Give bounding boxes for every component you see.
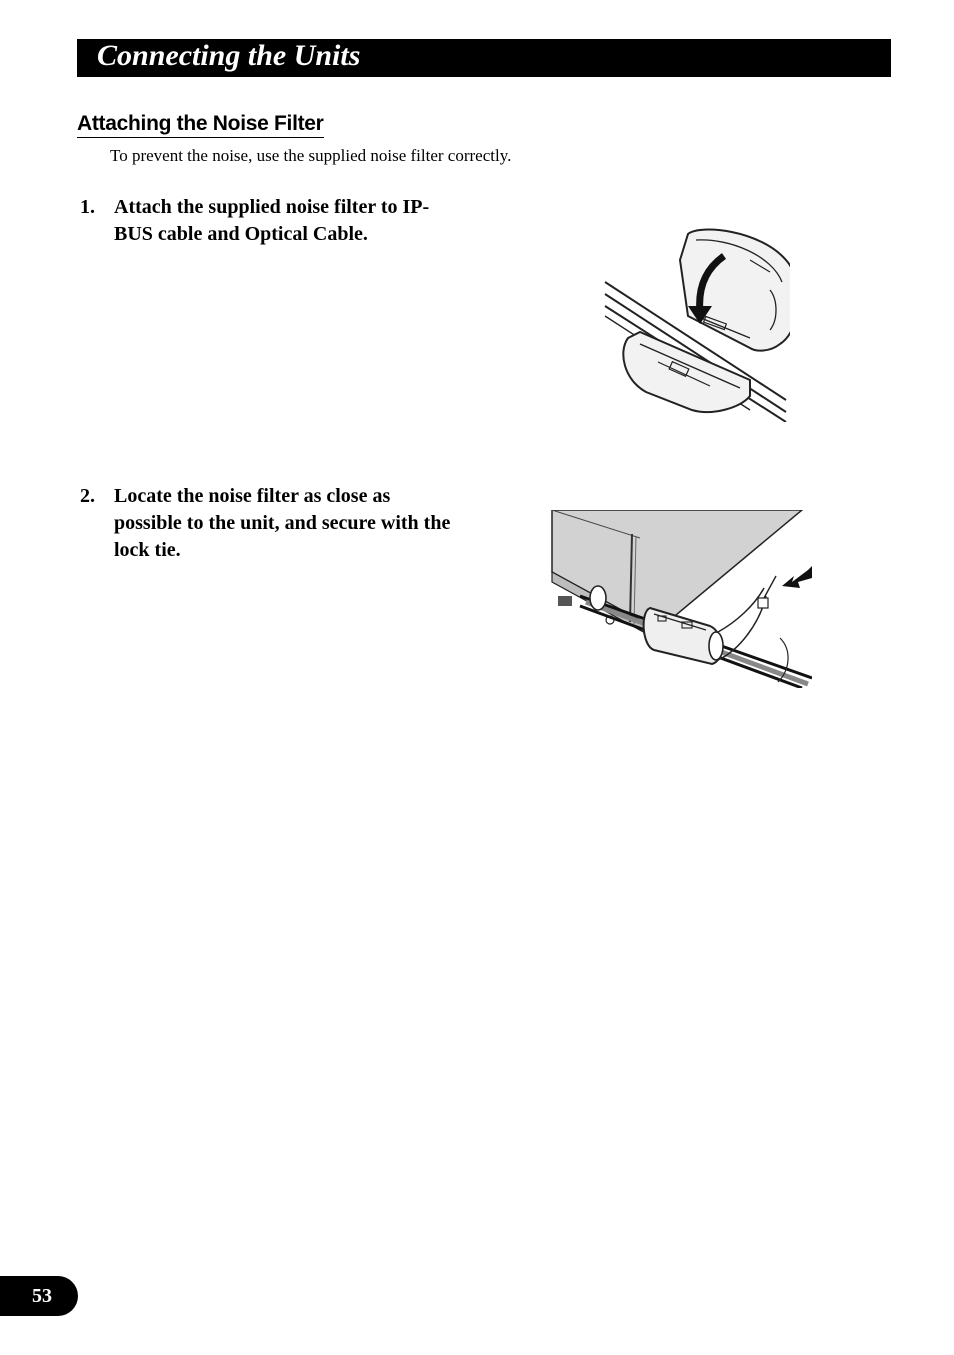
noise-filter-lock-tie-illustration bbox=[550, 510, 812, 688]
step-number: 1. bbox=[80, 196, 95, 218]
page-header-bar bbox=[77, 39, 891, 77]
step-number: 2. bbox=[80, 485, 95, 507]
step-text: Attach the supplied noise filter to IP-BUS cable and Optical Cable. bbox=[114, 196, 430, 245]
step-text: Locate the noise filter as close as possible to the unit, and secure with the lock tie. bbox=[114, 485, 451, 561]
page-number: 53 bbox=[0, 1276, 78, 1316]
section-intro: To prevent the noise, use the supplied noise filter correctly. bbox=[110, 146, 512, 165]
section-heading: Attaching the Noise Filter bbox=[77, 112, 324, 138]
page-header-title: Connecting the Units bbox=[97, 39, 361, 72]
noise-filter-attach-illustration bbox=[600, 220, 790, 422]
